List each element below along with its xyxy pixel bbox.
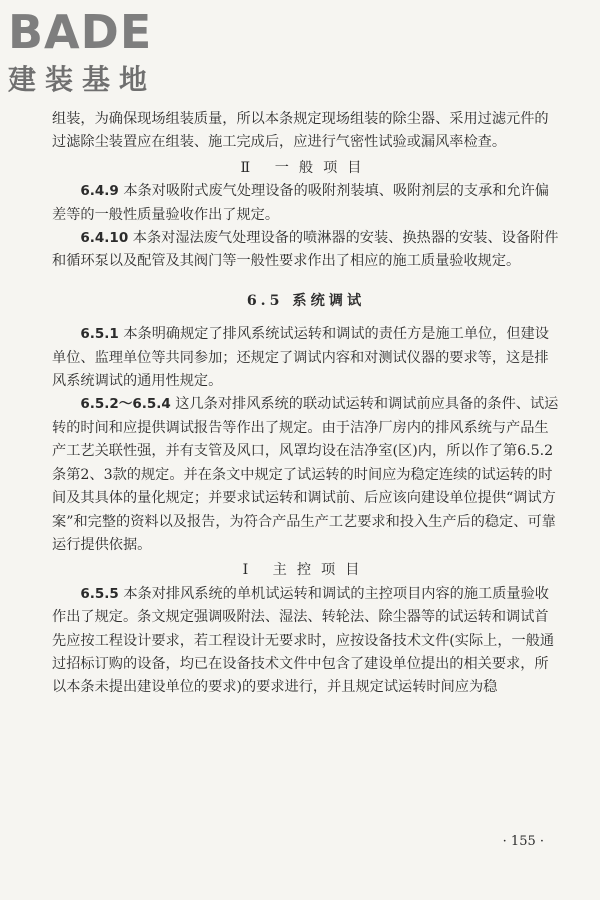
clause-number: 6.4.9	[80, 183, 119, 200]
clause-number: 6.5.2～6.5.4	[80, 396, 171, 413]
logo-subtitle: 建装基地	[8, 63, 157, 96]
clause-6-5-1	[52, 323, 560, 393]
clause-number: 6.5.5	[80, 585, 119, 602]
subheading-general-items: Ⅱ 一般项目	[240, 159, 372, 176]
clause-text: 本条对吸附式废气处理设备的吸附剂装填、吸附剂层的支承和允许偏差等的一般性质量验收作出了规定。	[52, 183, 549, 223]
document-page	[52, 108, 560, 700]
subheading-main-control-items: Ⅰ 主控项目	[242, 562, 370, 579]
bade-logo	[8, 6, 178, 98]
paragraph-continuation: 组装，为确保现场组装质量，所以本条规定现场组装的除尘器、采用过滤元件的过滤除尘装置应在组装、施工完成后，应进行气密性试验或漏风率检查。	[52, 111, 549, 151]
clause-6-5-5	[52, 583, 560, 700]
clause-6-4-10	[52, 227, 560, 274]
clause-text: 本条对湿法废气处理设备的喷淋器的安装、换热器的安装、设备附件和循环泵以及配管及其阀门等一般性要求作出了相应的施工质量验收规定。	[52, 230, 559, 270]
logo-wordmark: BADE	[8, 5, 153, 59]
clause-number: 6.5.1	[80, 326, 119, 343]
clause-6-4-9	[52, 180, 560, 227]
clause-6-5-2-to-6-5-4	[52, 393, 560, 557]
clause-text: 这几条对排风系统的联动试运转和调试前应具备的条件、试运转的时间和应提供调试报告等作出了规定。由于洁净厂房内的排风系统与产品生产工艺关联性强，并有支管及风口，风罩均设在洁净室(区)内，所以作了第6.5.2条第2、3款的规定。并在条文中规定了试运转的时间应为稳定连续的试运转的时间及其具体的量化规定；并要求试运转和调试前、后应该向建设单位提供“调试方案”和完整的资料以及报告，为符合产品生产工艺要求和投入生产后的稳定、可靠运行提供依据。	[52, 396, 559, 553]
clause-text: 本条明确规定了排风系统试运转和调试的责任方是施工单位，但建设单位、监理单位等共同参加；还规定了调试内容和对测试仪器的要求等，这是排风系统调试的通用性规定。	[52, 326, 549, 390]
clause-text: 本条对排风系统的单机试运转和调试的主控项目内容的施工质量验收作出了规定。条文规定强调吸附法、湿法、转轮法、除尘器等的试运转和调试首先应按工程设计要求，若工程设计无要求时，应按设备技术文件(实际上，一般通过招标订购的设备，均已在设备技术文件中包含了建设单位提出的相关要求，所以本条未提出建设单位的要求)的要求进行，并且规定试运转时间应为稳	[52, 585, 555, 696]
page-number: · 155 ·	[502, 834, 544, 849]
section-heading-6-5: 6.5 系统调试	[246, 292, 366, 309]
clause-number: 6.4.10	[80, 230, 129, 247]
